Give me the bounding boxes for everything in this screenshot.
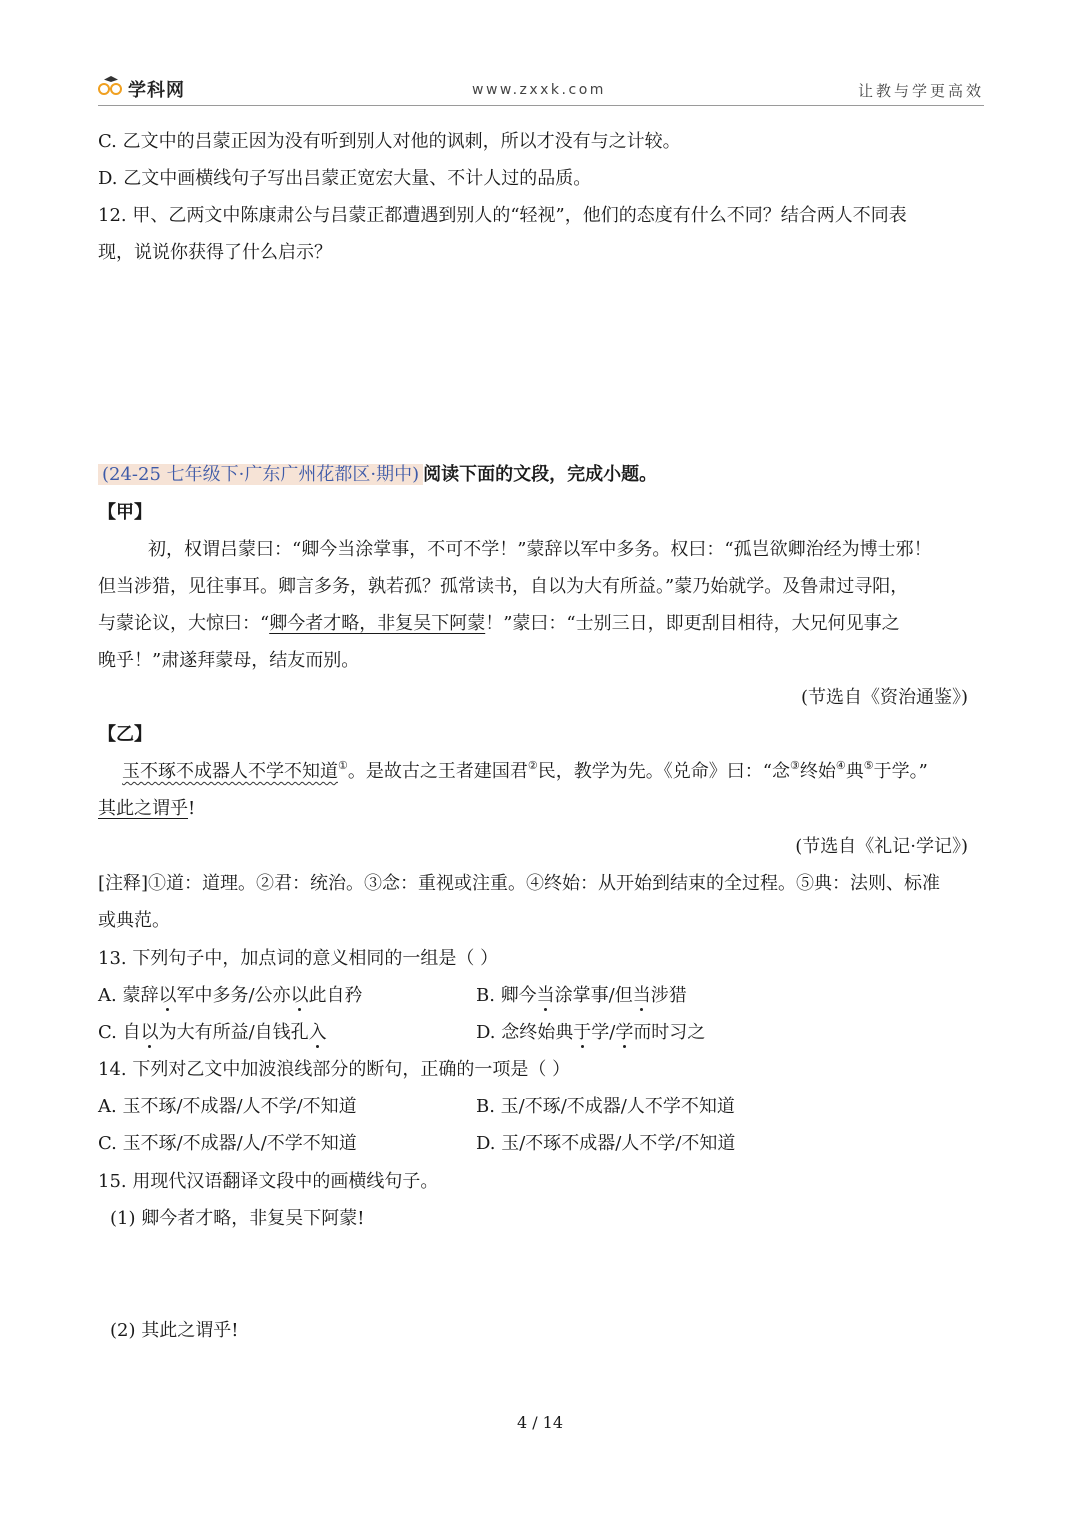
source-tag: (24-25 七年级下·广东广州花都区·期中): [98, 464, 423, 485]
logo-text: 学科网: [128, 80, 185, 101]
passage-jia-line-1: 初，权谓吕蒙曰：“卿今当涂掌事，不可不学！”蒙辞以军中多务。权曰：“孤岂欲卿治经为博士邪！: [148, 539, 932, 560]
passage-jia-source: (节选自《资治通鉴》): [800, 687, 968, 708]
page-header: [98, 74, 984, 106]
section-heading: [98, 462, 657, 488]
q13-option-c: C. 自以为大有所益/自钱孔入: [98, 1022, 327, 1043]
page-number: 4 / 14: [516, 1413, 564, 1432]
q14-option-b: B. 玉/不琢/不成器/人不学不知道: [476, 1096, 735, 1117]
q14-option-a: A. 玉不琢/不成器/人不学/不知道: [98, 1096, 357, 1117]
instruction: 阅读下面的文段，完成小题。: [423, 464, 658, 485]
passage-jia-line-3: 与蒙论议，大惊曰：“卿今者才略，非复吴下阿蒙！”蒙曰：“士别三日，即更刮目相待，大兄何见事之: [98, 613, 900, 634]
question-13-stem: 13. 下列句子中，加点词的意义相同的一组是（ ）: [98, 948, 499, 969]
underlined-sentence-1: 卿今者才略，非复吴下阿蒙: [269, 613, 486, 634]
passage-jia-line-2: 但当涉猎，见往事耳。卿言多务，孰若孤？孤常读书，自以为大有所益。”蒙乃始就学。及鲁肃过寻阳，: [98, 576, 909, 597]
q14-option-c: C. 玉不琢/不成器/人/不学不知道: [98, 1133, 357, 1154]
site-url: www.zxxk.com: [472, 82, 606, 98]
underlined-sentence-2: 其此之谓乎: [98, 798, 188, 819]
passage-yi-line-2: 其此之谓乎!: [98, 798, 196, 819]
option-d: D. 乙文中画横线句子写出吕蒙正宽宏大量、不计人过的品质。: [98, 168, 592, 189]
notes-line-1: [注释]①道：道理。②君：统治。③念：重视或注重。④终始：从开始到结束的全过程。⑤典：法则、标准: [98, 873, 941, 894]
passage-yi-line-1: 玉不琢不成器人不学不知道①。是故古之王者建国君②民，教学为先。《兑命》曰：“念③终始④典⑤于学。”: [122, 759, 928, 782]
question-14-stem: 14. 下列对乙文中加波浪线部分的断句，正确的一项是（ ）: [98, 1059, 571, 1080]
question-13-row-1: [98, 983, 363, 1009]
passage-jia-label: 【甲】: [98, 502, 152, 523]
logo: [98, 78, 185, 100]
question-15-stem: 15. 用现代汉语翻译文段中的画横线句子。: [98, 1171, 439, 1192]
passage-jia-line-4: 晚乎！”肃遂拜蒙母，结友而别。: [98, 650, 360, 671]
question-12-line-1: 12. 甲、乙两文中陈康肃公与吕蒙正都遭遇到别人的“轻视”，他们的态度有什么不同？结合两人不同表: [98, 205, 907, 226]
passage-yi-label: 【乙】: [98, 724, 152, 745]
q14-option-d: D. 玉/不琢不成器/人不学/不知道: [476, 1133, 736, 1154]
q13-option-d: D. 念终始典于学/学而时习之: [476, 1022, 706, 1043]
slogan: 让教与学更高效: [857, 82, 984, 100]
q13-option-b: B. 卿今当涂掌事/但当涉猎: [476, 985, 687, 1006]
q15-sub-2: (2) 其此之谓乎!: [110, 1320, 239, 1341]
option-c: C. 乙文中的吕蒙正因为没有听到别人对他的讽刺，所以才没有与之计较。: [98, 131, 681, 152]
owl-logo-icon: [98, 79, 126, 99]
q13-option-a: A. 蒙辞以军中多务/公亦以此自矜: [98, 985, 363, 1006]
q15-sub-1: (1) 卿今者才略，非复吴下阿蒙!: [110, 1208, 365, 1229]
question-12-line-2: 现，说说你获得了什么启示？: [98, 242, 332, 263]
wavy-sentence: 玉不琢不成器人不学不知道: [122, 761, 338, 782]
passage-yi-source: (节选自《礼记·学记》): [795, 836, 968, 857]
notes-line-2: 或典范。: [98, 910, 170, 931]
